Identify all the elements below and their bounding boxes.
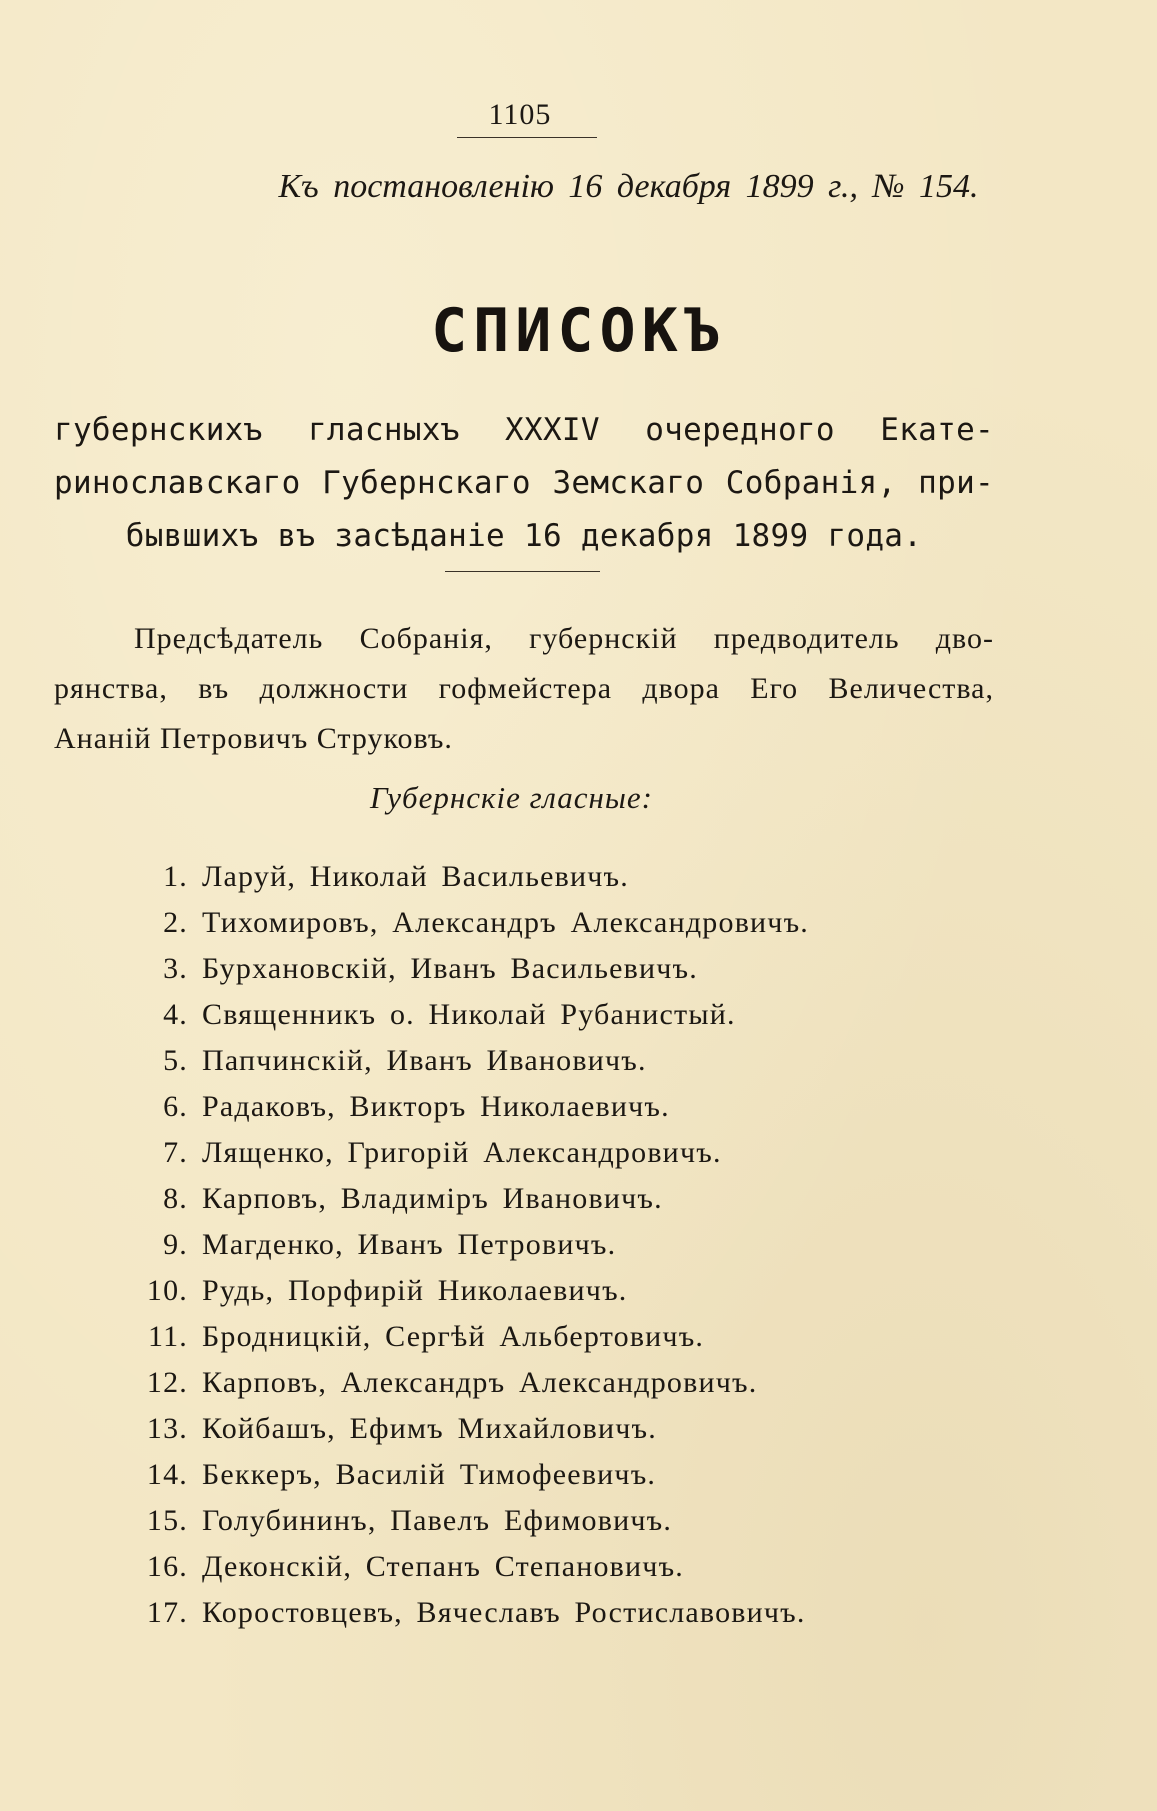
member-name: Карповъ, Александръ Александровичъ. [202, 1366, 758, 1399]
subtitle-line: ринославскаго Губернскаго Земскаго Собранія, при- [54, 465, 994, 501]
subtitle-line: бывшихъ въ засѣданіе 16 декабря 1899 года. [125, 518, 923, 554]
item-number: 7. [163, 1136, 188, 1169]
member-name: Деконскій, Степанъ Степановичъ. [202, 1550, 684, 1583]
decree-reference: Къ постановленію 16 декабря 1899 г., № 154. [278, 168, 979, 205]
member-name: Тихомировъ, Александръ Александровичъ. [202, 906, 810, 939]
item-number: 17. [146, 1596, 188, 1629]
list-item [120, 1222, 940, 1268]
document-heading: СПИСОКЪ [431, 296, 726, 366]
list-item [120, 1314, 940, 1360]
chairman-paragraph [54, 614, 994, 764]
section-divider [445, 571, 600, 572]
item-number: 13. [146, 1412, 188, 1445]
member-name: Коростовцевъ, Вячеславъ Ростиславовичъ. [202, 1596, 806, 1629]
list-item [120, 1084, 940, 1130]
list-item [120, 1452, 940, 1498]
member-name: Бурхановскій, Иванъ Васильевичъ. [202, 952, 698, 985]
item-number: 10. [146, 1274, 188, 1307]
list-item [120, 1498, 940, 1544]
item-number: 3. [163, 952, 188, 985]
page-number-rule [457, 137, 597, 138]
list-item [120, 900, 940, 946]
list-item [120, 946, 940, 992]
list-item [120, 1544, 940, 1590]
item-number: 16. [146, 1550, 188, 1583]
list-item [120, 854, 940, 900]
member-name: Беккеръ, Василій Тимофеевичъ. [202, 1458, 657, 1491]
member-name: Рудь, Порфирій Николаевичъ. [202, 1274, 628, 1307]
item-number: 5. [163, 1044, 188, 1077]
list-item [120, 1268, 940, 1314]
list-item [120, 1590, 940, 1636]
list-item [120, 1176, 940, 1222]
chairman-line: Ананій Петровичъ Струковъ. [54, 722, 453, 755]
page-number: 1105 [488, 98, 552, 131]
item-number: 9. [163, 1228, 188, 1261]
member-name: Ларуй, Николай Васильевичъ. [202, 860, 629, 893]
section-label: Губернскіе гласные: [370, 780, 653, 815]
member-name: Лященко, Григорій Александровичъ. [202, 1136, 722, 1169]
list-item [120, 992, 940, 1038]
item-number: 15. [146, 1504, 188, 1537]
item-number: 1. [163, 860, 188, 893]
member-name: Магденко, Иванъ Петровичъ. [202, 1228, 617, 1261]
item-number: 8. [163, 1182, 188, 1215]
list-item [120, 1406, 940, 1452]
member-name: Койбашъ, Ефимъ Михайловичъ. [202, 1412, 657, 1445]
item-number: 14. [146, 1458, 188, 1491]
list-item [120, 1130, 940, 1176]
member-name: Радаковъ, Викторъ Николаевичъ. [202, 1090, 670, 1123]
member-name: Карповъ, Владиміръ Ивановичъ. [202, 1182, 663, 1215]
chairman-line: рянства, въ должности гофмейстера двора Его Величества, [54, 672, 994, 705]
member-name: Священникъ о. Николай Рубанистый. [202, 998, 736, 1031]
item-number: 12. [146, 1366, 188, 1399]
member-name: Бродницкій, Сергѣй Альбертовичъ. [202, 1320, 705, 1353]
subtitle-line: губернскихъ гласныхъ XXXIV очередного Екате- [54, 412, 994, 448]
member-name: Папчинскій, Иванъ Ивановичъ. [202, 1044, 647, 1077]
item-number: 11. [148, 1320, 188, 1353]
list-item [120, 1360, 940, 1406]
item-number: 2. [163, 906, 188, 939]
chairman-line: Предсѣдатель Собранія, губернскій предводитель дво- [134, 622, 994, 655]
member-name: Голубининъ, Павелъ Ефимовичъ. [202, 1504, 673, 1537]
document-subtitle [54, 404, 994, 563]
list-item [120, 1038, 940, 1084]
item-number: 4. [163, 998, 188, 1031]
members-list [120, 854, 940, 1636]
item-number: 6. [163, 1090, 188, 1123]
